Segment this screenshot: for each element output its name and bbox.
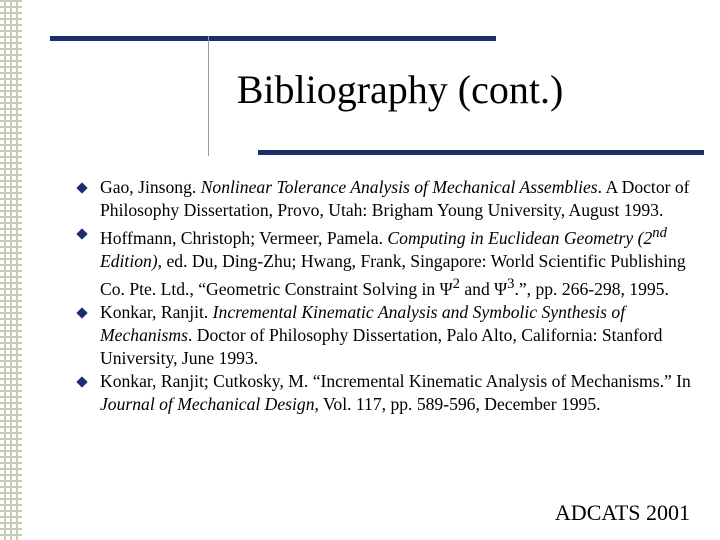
footer-label: ADCATS 2001 xyxy=(554,500,690,525)
reference-authors: Hoffmann, Christoph; Vermeer, Pamela. xyxy=(100,227,388,248)
psi-exponent: 3 xyxy=(507,275,515,292)
reference-title: Computing in Euclidean Geometry (2 xyxy=(387,227,653,248)
reference-title-superscript: nd xyxy=(652,225,667,241)
reference-and: and xyxy=(459,278,495,299)
reference-authors: Konkar, Ranjit. xyxy=(100,301,213,322)
psi-symbol: Ψ xyxy=(439,278,453,299)
reference-list xyxy=(78,176,698,416)
bullet-icon xyxy=(76,307,87,318)
slide-title: Bibliography (cont.) xyxy=(236,67,564,112)
reference-item xyxy=(78,301,698,370)
reference-item xyxy=(78,370,698,416)
reference-details: , ed. Du, Ding-Zhu; Hwang, Frank, Singapore: World Scientific Publishing Co. Pte. Ltd., “Geometric Constraint Solving in xyxy=(100,250,686,299)
reference-pages: .”, pp. 266-298, 1995. xyxy=(514,278,669,299)
reference-title-edition: Edition) xyxy=(100,250,158,271)
psi-symbol: Ψ xyxy=(494,278,508,299)
title-bottom-rule xyxy=(258,150,704,155)
reference-journal: Journal of Mechanical Design xyxy=(100,393,315,414)
title-top-rule xyxy=(50,36,496,41)
reference-details: . Doctor of Philosophy Dissertation, Palo Alto, California: Stanford University, June 1993. xyxy=(100,324,663,368)
psi-exponent: 2 xyxy=(452,275,460,292)
reference-details: , Vol. 117, pp. 589-596, December 1995. xyxy=(314,393,601,414)
bullet-icon xyxy=(76,376,87,387)
reference-authors: Gao, Jinsong. xyxy=(100,177,201,197)
decorative-grid-strip xyxy=(0,0,22,540)
reference-title: Nonlinear Tolerance Analysis of Mechanical Assemblies xyxy=(200,177,598,197)
reference-title: Incremental Kinematic Analysis and Symbolic Synthesis of Mechanisms xyxy=(100,301,626,345)
reference-authors: Konkar, Ranjit; Cutkosky, M. “Incremental Kinematic Analysis of Mechanisms.” In xyxy=(100,370,691,391)
reference-item xyxy=(78,222,698,301)
reference-details: . A Doctor of Philosophy Dissertation, Provo, Utah: Brigham Young University, August 1993. xyxy=(100,177,690,220)
reference-item xyxy=(78,176,698,222)
bullet-icon xyxy=(76,182,87,193)
bullet-icon xyxy=(76,228,87,239)
